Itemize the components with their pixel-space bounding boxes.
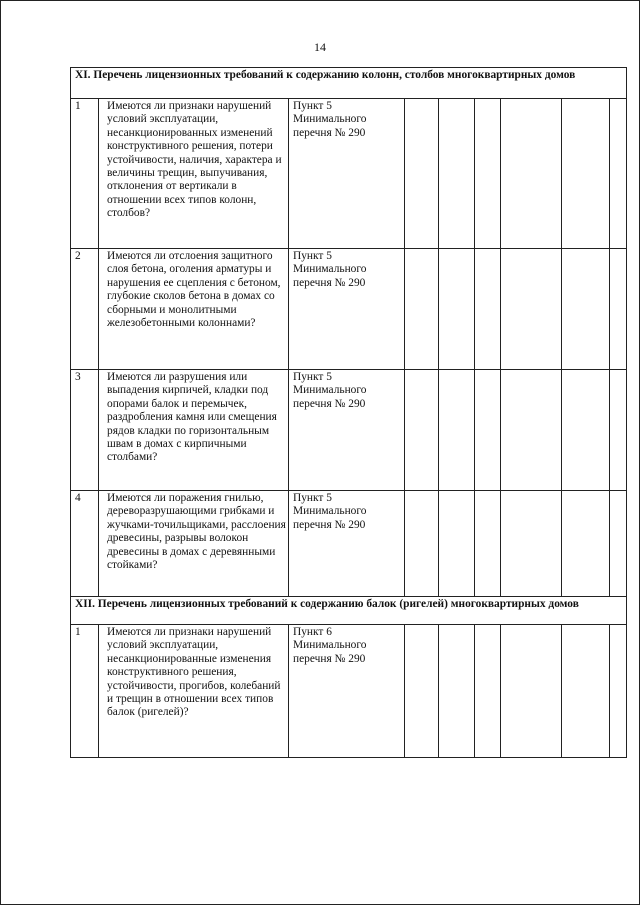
answer-cell [405, 625, 439, 758]
answer-cell [610, 625, 627, 758]
answer-cell [562, 625, 610, 758]
answer-cell [475, 99, 501, 249]
table-row [71, 625, 627, 758]
row-reference: Пункт 5 Минимального перечня № 290 [289, 249, 405, 370]
row-reference: Пункт 5 Минимального перечня № 290 [289, 370, 405, 491]
section-title-row [71, 68, 627, 99]
row-question: Имеются ли отслоения защитного слоя бетона, оголения арматуры и нарушения ее сцепления с бетоном, глубокие сколов бетона в домах со сборными и монолитными железобетонными колоннами? [99, 249, 289, 370]
answer-cell [501, 625, 562, 758]
answer-cell [610, 370, 627, 491]
answer-cell [439, 99, 475, 249]
answer-cell [439, 491, 475, 597]
answer-cell [562, 99, 610, 249]
answer-cell [562, 249, 610, 370]
answer-cell [475, 491, 501, 597]
row-question: Имеются ли поражения гнилью, дереворазрушающими грибками и жучками-точильщиками, расслоения древесины, разрывы волокон древесины в домах с деревянными стойками? [99, 491, 289, 597]
section-title: XII. Перечень лицензионных требований к содержанию балок (ригелей) многоквартирных домов [71, 597, 627, 625]
answer-cell [475, 249, 501, 370]
answer-cell [562, 491, 610, 597]
table-row [71, 249, 627, 370]
answer-cell [405, 99, 439, 249]
section-title: XI. Перечень лицензионных требований к содержанию колонн, столбов многоквартирных домов [71, 68, 627, 99]
table-row [71, 370, 627, 491]
answer-cell [405, 370, 439, 491]
answer-cell [610, 99, 627, 249]
answer-cell [501, 99, 562, 249]
table-row [71, 99, 627, 249]
answer-cell [501, 491, 562, 597]
section-title-row [71, 597, 627, 625]
row-number: 1 [71, 625, 99, 758]
row-number: 1 [71, 99, 99, 249]
row-number: 4 [71, 491, 99, 597]
answer-cell [610, 491, 627, 597]
answer-cell [501, 370, 562, 491]
license-requirements-table [70, 67, 627, 758]
page-number: 14 [314, 40, 326, 54]
answer-cell [562, 370, 610, 491]
answer-cell [405, 491, 439, 597]
row-number: 3 [71, 370, 99, 491]
answer-cell [439, 249, 475, 370]
row-question: Имеются ли признаки нарушений условий эксплуатации, несанкционированные изменения конструктивного решения, устойчивости, прогибов, колебаний и трещин в отношении всех типов балок (ригелей)? [99, 625, 289, 758]
answer-cell [405, 249, 439, 370]
answer-cell [439, 370, 475, 491]
answer-cell [610, 249, 627, 370]
answer-cell [475, 625, 501, 758]
row-question: Имеются ли признаки нарушений условий эксплуатации, несанкционированных изменений конструктивного решения, потери устойчивости, наличия, характера и величины трещин, выпучивания, отклонения от вертикали в отношении всех типов колонн, столбов? [99, 99, 289, 249]
answer-cell [501, 249, 562, 370]
row-number: 2 [71, 249, 99, 370]
row-question: Имеются ли разрушения или выпадения кирпичей, кладки под опорами балок и перемычек, раздробления камня или смещения рядов кладки по горизонтальным швам в домах с кирпичными столбами? [99, 370, 289, 491]
answer-cell [475, 370, 501, 491]
row-reference: Пункт 5 Минимального перечня № 290 [289, 491, 405, 597]
row-reference: Пункт 6 Минимального перечня № 290 [289, 625, 405, 758]
answer-cell [439, 625, 475, 758]
row-reference: Пункт 5 Минимального перечня № 290 [289, 99, 405, 249]
table-row [71, 491, 627, 597]
